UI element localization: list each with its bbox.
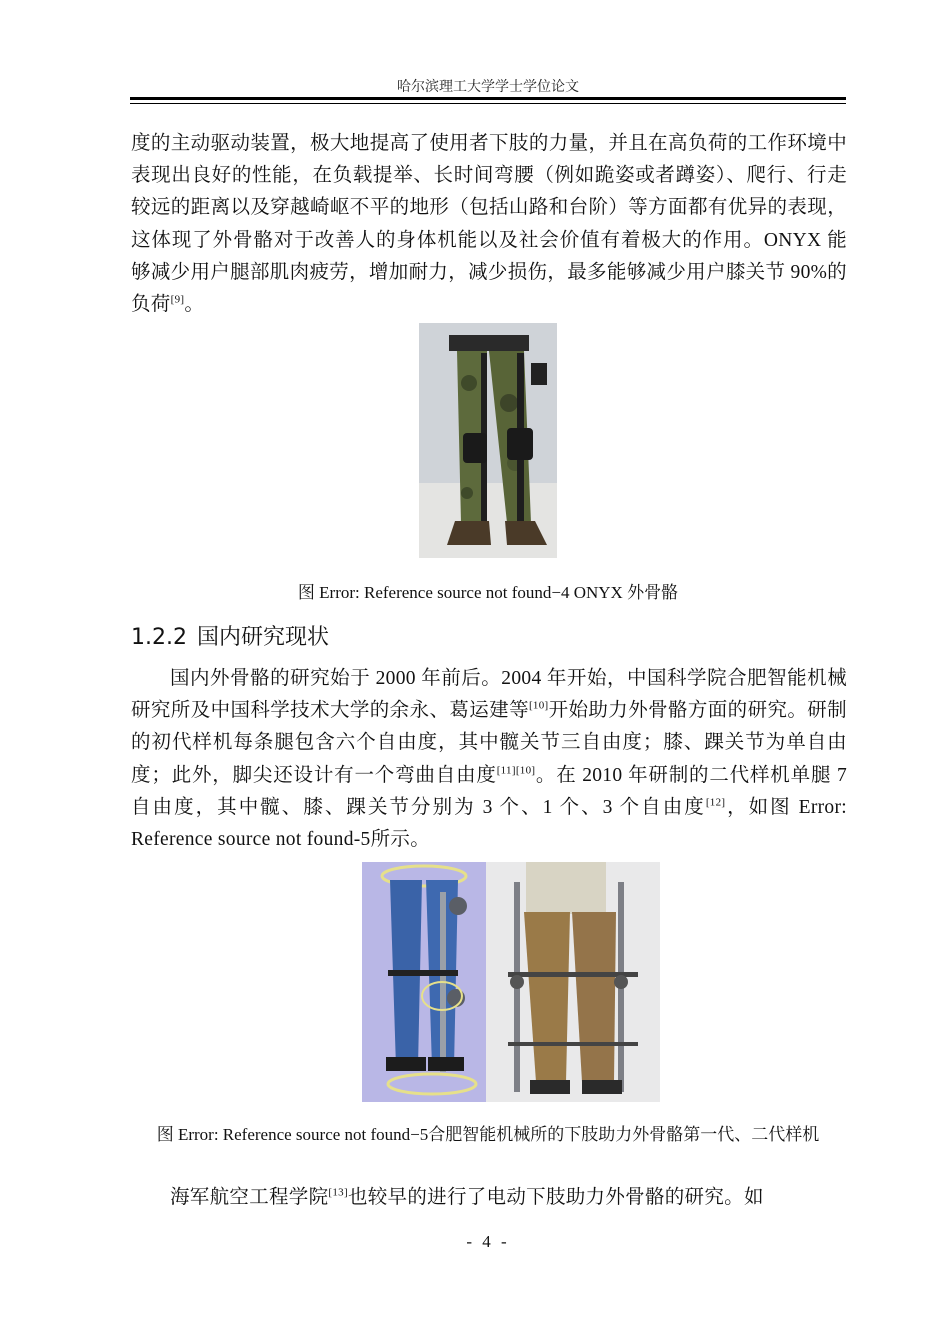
para2-text-2: 开始助力外骨骼方面的研究。研制的初代样机每条腿包含六个自由度，其中髋关节三自由度；膝、踝关节为单自由度；此外，脚尖还设计有一个弯曲自由度	[131, 700, 847, 786]
para1-end: 。	[184, 294, 205, 316]
body-paragraph-1	[131, 128, 847, 321]
onyx-exoskeleton-photo	[419, 323, 557, 558]
header-rule-thick	[130, 97, 846, 100]
para2-text-3: 。在 2010 年研制的二代样机单腿 7 自由度，其中髋、膝、踝关节分别为 3 个、1 个、3 个自由度	[131, 764, 847, 818]
para2-text-1: 国内外骨骼的研究始于 2000 年前后。2004 年开始，中国科学院合肥智能机械研究所及中国科学技术大学的余永、葛运建等	[131, 668, 847, 722]
citation: [10]	[528, 699, 549, 712]
citation: [11][10]	[496, 764, 536, 777]
figure-4-caption: 图 Error: Reference source not found−4 ONYX 外骨骼	[297, 583, 679, 602]
body-paragraph-2	[131, 663, 847, 856]
section-title: 国内研究现状	[196, 625, 329, 650]
citation: [13]	[328, 1186, 348, 1199]
section-number: 1.2.2	[131, 625, 187, 650]
figure-5-caption: 图 Error: Reference source not found−5合肥智能机械所的下肢助力外骨骼第一代、二代样机	[156, 1125, 820, 1144]
citation: [9]	[170, 293, 185, 306]
header-rule-thin	[130, 103, 846, 104]
page-number: - 4 -	[466, 1232, 510, 1251]
para3-text-1: 海军航空工程学院	[170, 1187, 329, 1208]
second-gen-prototype-photo	[486, 862, 660, 1102]
section-heading	[131, 620, 329, 651]
para3-text-2: 也较早的进行了电动下肢助力外骨骼的研究。如	[347, 1187, 764, 1208]
body-paragraph-3	[131, 1182, 847, 1214]
running-header: 哈尔滨理工大学学士学位论文	[397, 80, 579, 95]
first-gen-prototype-photo	[362, 862, 486, 1102]
para2-text-4: ，如图 Error: Reference source not found-5所示。	[131, 796, 847, 851]
citation: [12]	[705, 796, 726, 809]
para1-text: 度的主动驱动装置，极大地提高了使用者下肢的力量，并且在高负荷的工作环境中表现出良好的性能，在负载提举、长时间弯腰（例如跪姿或者蹲姿）、爬行、行走较远的距离以及穿越崎岖不平的地形（包括山路和台阶）等方面都有优异的表现，这体现了外骨骼对于改善人的身体机能以及社会价值有着极大的作用。ONYX 能够减少用户腿部肌肉疲劳，增加耐力，减少损伤，最多能够减少用户膝关节 90%的负荷	[131, 133, 847, 316]
